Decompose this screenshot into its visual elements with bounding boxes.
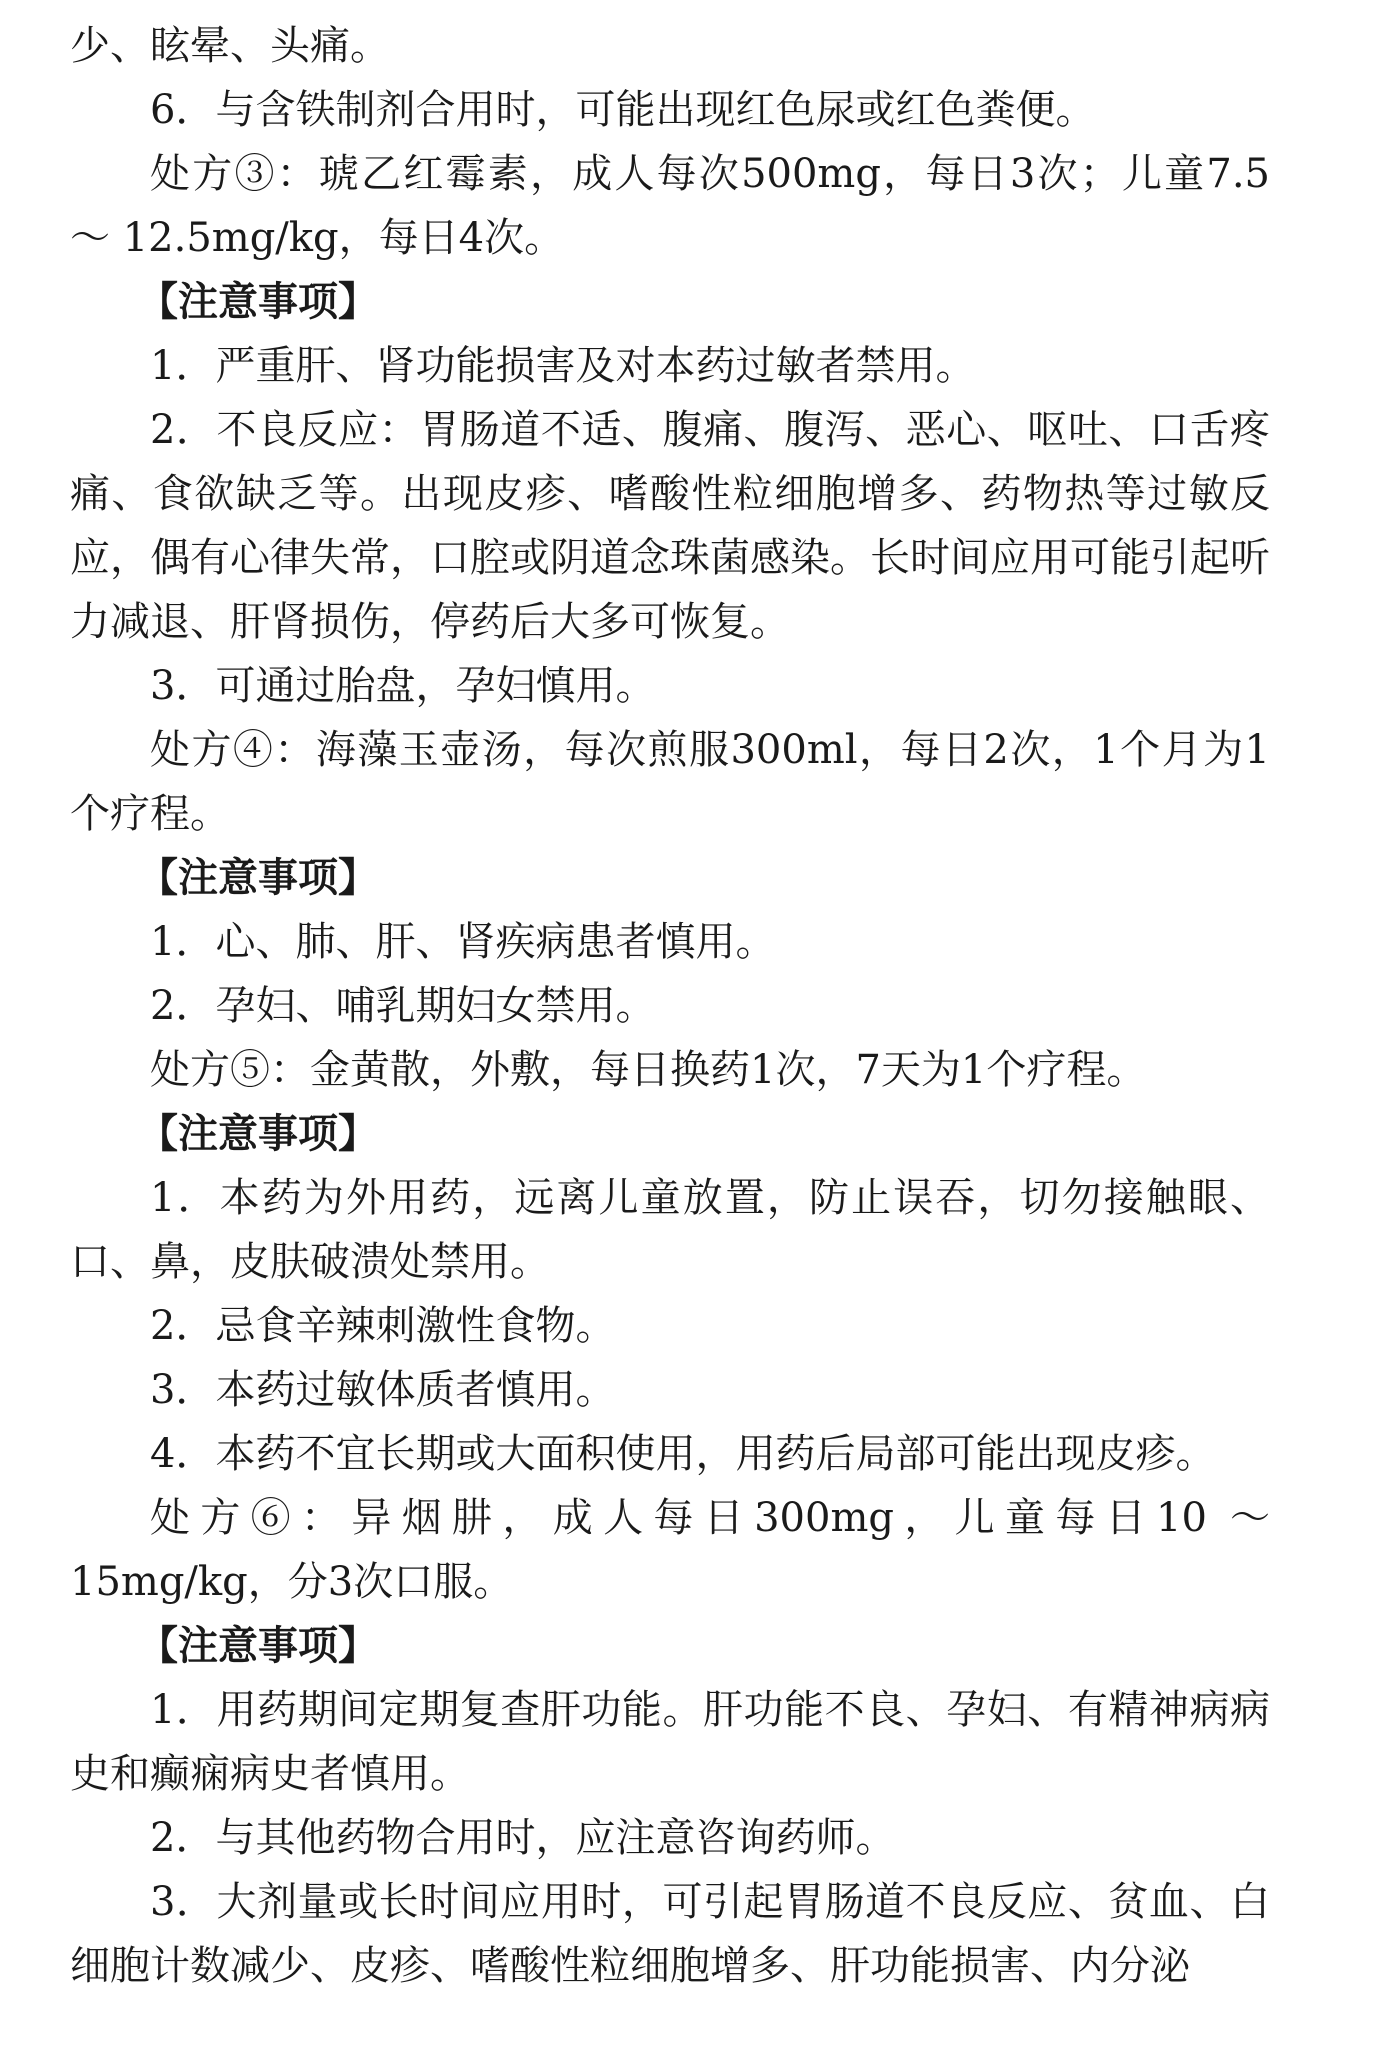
section-heading-precautions: 【注意事项】	[138, 279, 378, 325]
note-item: 2．与其他药物合用时，应注意咨询药师。	[150, 1815, 896, 1861]
note-item: 1．心、肺、肝、肾疾病患者慎用。	[150, 919, 776, 965]
section-heading-precautions: 【注意事项】	[138, 1623, 378, 1669]
note-item: 1．本药为外用药，远离儿童放置，防止误吞，切勿接触眼、口、鼻，皮肤破溃处禁用。	[70, 1175, 1270, 1285]
note-item: 2．不良反应：胃肠道不适、腹痛、腹泻、恶心、呕吐、口舌疼痛、食欲缺乏等。出现皮疹、嗜酸性粒细胞增多、药物热等过敏反应，偶有心律失常，口腔或阴道念珠菌感染。长时间应用可能引起听力减退、肝肾损伤，停药后大多可恢复。	[70, 407, 1270, 645]
prescription-4: 处方④：海藻玉壶汤，每次煎服300ml，每日2次，1个月为1个疗程。	[70, 727, 1270, 837]
section-heading-precautions: 【注意事项】	[138, 855, 378, 901]
prescription-3: 处方③：琥乙红霉素，成人每次500mg，每日3次；儿童7.5 ～ 12.5mg/kg，每日4次。	[70, 151, 1270, 261]
prescription-5: 处方⑤：金黄散，外敷，每日换药1次，7天为1个疗程。	[150, 1047, 1147, 1093]
note-item: 2．忌食辛辣刺激性食物。	[150, 1303, 616, 1349]
note-item: 1．用药期间定期复查肝功能。肝功能不良、孕妇、有精神病病史和癫痫病史者慎用。	[70, 1687, 1270, 1797]
note-item-6: 6．与含铁制剂合用时，可能出现红色尿或红色粪便。	[150, 87, 1096, 133]
note-item: 3．可通过胎盘，孕妇慎用。	[150, 663, 656, 709]
note-item: 3．本药过敏体质者慎用。	[150, 1367, 616, 1413]
prescription-6: 处方⑥：异烟肼，成人每日300mg，儿童每日10 ～ 15mg/kg，分3次口服。	[70, 1495, 1270, 1605]
document-page	[70, 14, 1270, 1998]
note-item: 2．孕妇、哺乳期妇女禁用。	[150, 983, 656, 1029]
note-item: 1．严重肝、肾功能损害及对本药过敏者禁用。	[150, 343, 976, 389]
note-item: 4．本药不宜长期或大面积使用，用药后局部可能出现皮疹。	[150, 1431, 1216, 1477]
note-item: 3．大剂量或长时间应用时，可引起胃肠道不良反应、贫血、白细胞计数减少、皮疹、嗜酸性粒细胞增多、肝功能损害、内分泌	[70, 1879, 1270, 1989]
paragraph-continuation: 少、眩晕、头痛。	[70, 23, 390, 69]
section-heading-precautions: 【注意事项】	[138, 1111, 378, 1157]
